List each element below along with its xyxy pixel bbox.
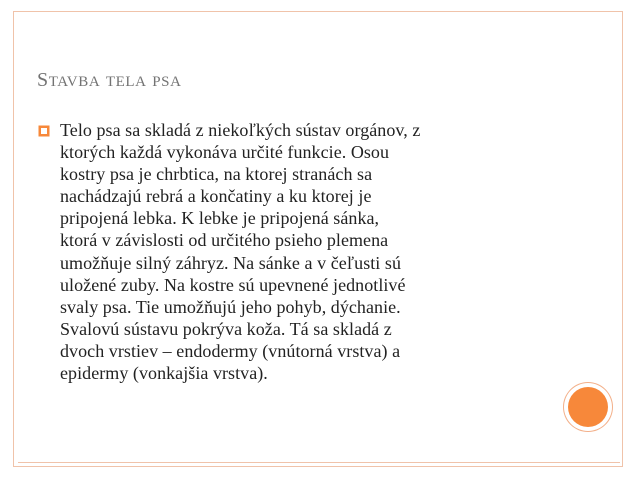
bullet-text-line: dvoch vrstiev – endodermy (vnútorná vrstva) a <box>60 340 401 361</box>
slide-title <box>37 68 182 94</box>
bullet-text-line: nachádzajú rebrá a končatiny a ku ktorej je <box>60 186 372 207</box>
bullet-text-line: Telo psa sa skladá z niekoľkých sústav orgánov, z <box>60 120 421 140</box>
bullet-text-line: umožňuje silný záhryz. Na sánke a v čeľusti sú <box>60 252 402 273</box>
bullet-text-line: epidermy (vonkajšia vrstva). <box>60 363 268 384</box>
bullet-text-line: svaly psa. Tie umožňujú jeho pohyb, dýchanie. <box>60 296 401 317</box>
title-word-rest: TAVBA <box>48 74 101 90</box>
bullet-icon <box>38 125 50 137</box>
slide-content <box>36 119 566 384</box>
bullet-text-line: ktorá v závislosti od určitého psieho plemena <box>60 230 389 251</box>
slide-frame-inner-line <box>18 462 620 463</box>
title-word-initial: P <box>152 74 162 90</box>
bullet-item <box>36 119 566 384</box>
bullet-text-line: pripojená lebka. K lebke je pripojená sánka, <box>60 208 380 229</box>
bullet-text-line: kostry psa je chrbtica, na ktorej stranách sa <box>60 164 373 185</box>
bullet-text-line: ktorých každá vykonáva určité funkcie. Osou <box>60 142 390 163</box>
bullet-text-line: Svalovú sústavu pokrýva koža. Tá sa skladá z <box>60 318 392 339</box>
bullet-text <box>60 119 566 384</box>
title-word-initial: T <box>105 74 116 90</box>
title-word-initial: S <box>37 69 49 91</box>
decorative-circle <box>568 387 608 427</box>
title-word-rest: ELA <box>115 74 147 90</box>
title-word-rest: SA <box>161 74 182 90</box>
bullet-text-line: uložené zuby. Na kostre sú upevnené jednotlivé <box>60 274 406 295</box>
